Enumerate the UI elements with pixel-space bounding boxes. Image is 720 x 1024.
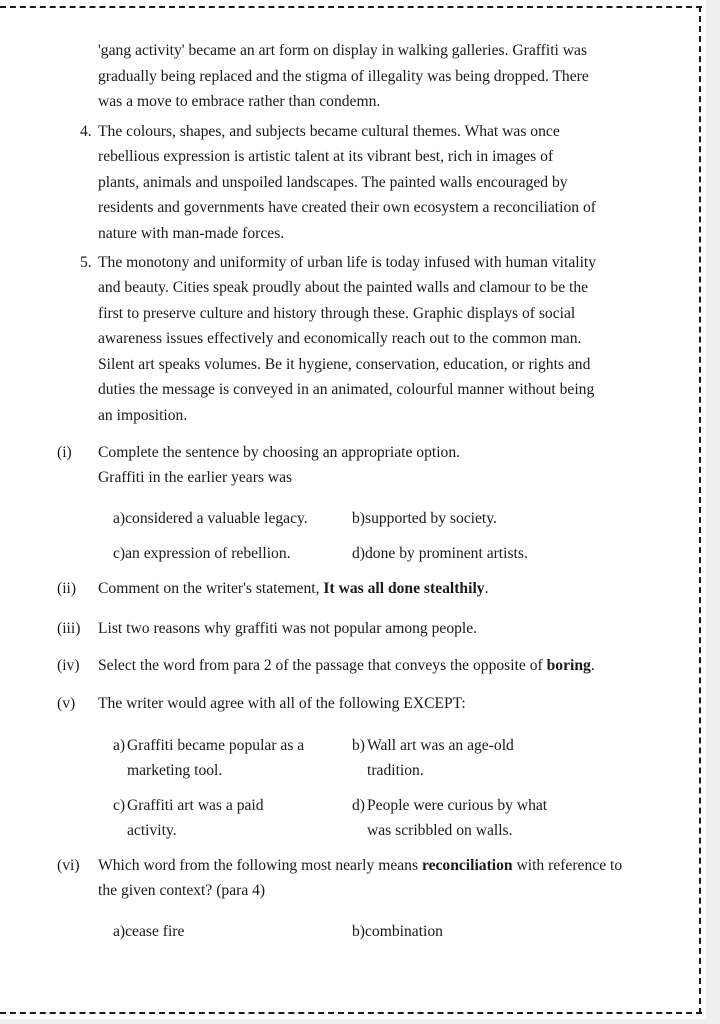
option-b xyxy=(352,506,497,532)
question-text-part: with reference to xyxy=(512,857,623,874)
question-text: The writer would agree with all of the following EXCEPT: xyxy=(98,695,466,712)
dashed-border-right xyxy=(699,6,701,1014)
question-label: (i) xyxy=(57,444,72,461)
passage-line: first to preserve culture and history through these. Graphic displays of social xyxy=(98,305,576,322)
question-text xyxy=(98,853,622,879)
passage-line: awareness issues effectively and economically reach out to the common man. xyxy=(98,330,582,347)
option-text: tradition. xyxy=(367,762,424,779)
question-label: (v) xyxy=(57,695,76,712)
option-text: considered a valuable legacy. xyxy=(125,510,308,527)
option-letter: a) xyxy=(113,923,126,940)
question-text: Complete the sentence by choosing an appropriate option. xyxy=(98,444,461,461)
question-text-part: . xyxy=(484,580,489,597)
option-letter: a) xyxy=(113,737,126,754)
question-text xyxy=(98,576,488,602)
option-letter: d) xyxy=(352,797,365,814)
option-c xyxy=(113,541,291,567)
question-label: (iv) xyxy=(57,657,80,674)
option-text: an expression of rebellion. xyxy=(125,545,291,562)
option-text: done by prominent artists. xyxy=(365,545,528,562)
question-label: (vi) xyxy=(57,857,80,874)
paragraph-number: 4. xyxy=(80,123,92,140)
option-text: Wall art was an age-old xyxy=(367,737,514,754)
passage-line: 'gang activity' became an art form on display in walking galleries. Graffiti was xyxy=(98,42,588,59)
dashed-border-top xyxy=(0,6,702,8)
question-label: (iii) xyxy=(57,620,81,637)
option-a xyxy=(113,919,184,945)
option-text: was scribbled on walls. xyxy=(367,822,513,839)
question-text-part: Select the word from para 2 of the passage that conveys the opposite of xyxy=(98,657,547,674)
passage-line: residents and governments have created their own ecosystem a reconciliation of xyxy=(98,199,596,216)
passage-line: plants, animals and unspoiled landscapes. The painted walls encouraged by xyxy=(98,174,568,191)
question-emphasis: It was all done stealthily xyxy=(323,580,485,597)
option-text: supported by society. xyxy=(365,510,497,527)
option-text: People were curious by what xyxy=(367,797,548,814)
option-letter: a) xyxy=(113,510,126,527)
question-text-part: Comment on the writer's statement, xyxy=(98,580,324,597)
dashed-border-bottom xyxy=(0,1012,702,1014)
option-text: activity. xyxy=(127,822,177,839)
passage-line: The colours, shapes, and subjects became cultural themes. What was once xyxy=(98,123,560,140)
passage-line: duties the message is conveyed in an animated, colourful manner without being xyxy=(98,381,595,398)
question-text: Graffiti in the earlier years was xyxy=(98,469,293,486)
option-letter: b) xyxy=(352,737,365,754)
question-text xyxy=(98,653,595,679)
option-text: Graffiti art was a paid xyxy=(127,797,264,814)
option-b xyxy=(352,919,443,945)
option-letter: c) xyxy=(113,545,126,562)
passage-line: The monotony and uniformity of urban life is today infused with human vitality xyxy=(98,254,597,271)
question-text-part: . xyxy=(590,657,595,674)
option-letter: b) xyxy=(352,510,365,527)
option-letter: c) xyxy=(113,797,126,814)
option-text: Graffiti became popular as a xyxy=(127,737,305,754)
option-letter: b) xyxy=(352,923,365,940)
option-text: combination xyxy=(365,923,443,940)
question-label: (ii) xyxy=(57,580,77,597)
option-a xyxy=(113,506,308,532)
option-text: cease fire xyxy=(125,923,185,940)
passage-line: rebellious expression is artistic talent at its vibrant best, rich in images of xyxy=(98,148,554,165)
passage-line: an imposition. xyxy=(98,407,188,424)
option-d xyxy=(352,541,528,567)
option-letter: d) xyxy=(352,545,365,562)
question-text: the given context? (para 4) xyxy=(98,882,266,899)
question-text-part: Which word from the following most nearly means xyxy=(98,857,422,874)
option-text: marketing tool. xyxy=(127,762,223,779)
question-text: List two reasons why graffiti was not popular among people. xyxy=(98,620,478,637)
passage-line: Silent art speaks volumes. Be it hygiene, conservation, education, or rights and xyxy=(98,356,591,373)
question-emphasis: boring xyxy=(546,657,591,674)
paragraph-number: 5. xyxy=(80,254,92,271)
question-emphasis: reconciliation xyxy=(421,857,513,874)
passage-line: was a move to embrace rather than condemn. xyxy=(98,93,381,110)
passage-line: nature with man-made forces. xyxy=(98,225,285,242)
passage-line: gradually being replaced and the stigma of illegality was being dropped. There xyxy=(98,68,589,85)
passage-line: and beauty. Cities speak proudly about the painted walls and clamour to be the xyxy=(98,279,589,296)
